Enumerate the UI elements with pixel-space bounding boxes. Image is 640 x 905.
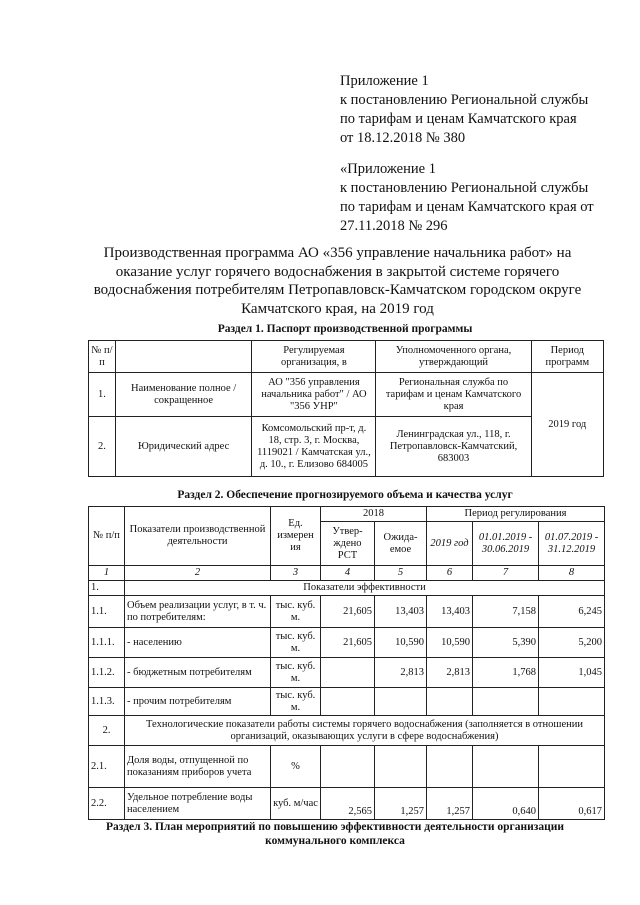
approved-value: 21,605 xyxy=(321,628,375,658)
header-half-1: 01.01.2019 - 30.06.2019 xyxy=(473,522,539,566)
column-number: 6 xyxy=(427,566,473,581)
section-1-title: Раздел 1. Паспорт производственной программы xyxy=(217,323,473,335)
header-regulation-period: Период регулирования xyxy=(427,507,605,522)
header-cell: Уполномоченного органа, утверждающий xyxy=(376,341,531,373)
organization-address: Комсомольский пр-т, д. 18, стр. 3, г. Москва, 1119021 / Камчатская ул., д. 10., г. Елизово 684005 xyxy=(252,417,376,477)
value-half-2 xyxy=(539,688,605,716)
appendix-line: к постановлению Региональной службы xyxy=(340,92,589,108)
header-half-2: 01.07.2019 - 31.12.2019 xyxy=(539,522,605,566)
header-year-2018: 2018 xyxy=(321,507,427,522)
header-approved: Утвер-ждено РСТ xyxy=(321,522,375,566)
program-passport-table xyxy=(88,340,604,477)
table-row xyxy=(89,658,605,688)
row-number: 2.1. xyxy=(89,746,125,788)
header-indicator: Показатели производственной деятельности xyxy=(125,507,271,566)
value-2019: 1,257 xyxy=(427,788,473,820)
row-label: - бюджетным потребителям xyxy=(125,658,271,688)
header-2019: 2019 год xyxy=(427,522,473,566)
row-label: Юридический адрес xyxy=(115,417,252,477)
row-unit: куб. м/час xyxy=(271,788,321,820)
document-title: Производственная программа АО «356 управление начальника работ» на оказание услуг горячего водоснабжения в закрытой системе горячего водоснабжения потребителям Петропавловск-Камчатском городском округе Камчатского края, на 2019 год xyxy=(93,245,582,317)
header-cell xyxy=(115,341,252,373)
value-2019 xyxy=(427,688,473,716)
expected-value xyxy=(375,688,427,716)
row-number: 1.1.3. xyxy=(89,688,125,716)
previous-appendix-header xyxy=(340,160,594,236)
value-half-1: 0,640 xyxy=(473,788,539,820)
authority-name: Региональная служба по тарифам и ценам Камчатского края xyxy=(376,373,531,417)
section-2-title: Раздел 2. Обеспечение прогнозируемого объема и качества услуг xyxy=(177,489,513,501)
organization-name: АО "356 управления начальника работ" / АО "356 УНР" xyxy=(252,373,376,417)
row-number: 1.1. xyxy=(89,596,125,628)
row-label: Доля воды, отпущенной по показаниям приборов учета xyxy=(125,746,271,788)
header-cell: Период программ xyxy=(531,341,603,373)
row-unit: % xyxy=(271,746,321,788)
value-2019: 13,403 xyxy=(427,596,473,628)
expected-value: 2,813 xyxy=(375,658,427,688)
table-header-row xyxy=(89,507,605,522)
approved-value xyxy=(321,658,375,688)
row-number: 1.1.1. xyxy=(89,628,125,658)
column-number: 4 xyxy=(321,566,375,581)
header-expected: Ожида-емое xyxy=(375,522,427,566)
value-2019 xyxy=(427,746,473,788)
value-half-1: 5,390 xyxy=(473,628,539,658)
value-2019: 2,813 xyxy=(427,658,473,688)
appendix-line: Приложение 1 xyxy=(340,73,429,89)
row-unit: тыс. куб. м. xyxy=(271,688,321,716)
column-number: 3 xyxy=(271,566,321,581)
row-number: 2.2. xyxy=(89,788,125,820)
table-row xyxy=(89,788,605,820)
table-header-row xyxy=(89,341,604,373)
value-half-2: 0,617 xyxy=(539,788,605,820)
value-half-1 xyxy=(473,688,539,716)
row-number: 2. xyxy=(89,716,125,746)
row-unit: тыс. куб. м. xyxy=(271,658,321,688)
header-unit: Ед. измерен ия xyxy=(271,507,321,566)
value-2019: 10,590 xyxy=(427,628,473,658)
table-row xyxy=(89,596,605,628)
table-row xyxy=(89,746,605,788)
approved-value xyxy=(321,688,375,716)
expected-value: 13,403 xyxy=(375,596,427,628)
row-number: 2. xyxy=(89,417,116,477)
authority-address: Ленинградская ул., 118, г. Петропавловск-Камчатский, 683003 xyxy=(376,417,531,477)
row-label: Объем реализации услуг, в т. ч. по потребителям: xyxy=(125,596,271,628)
column-number-row xyxy=(89,566,605,581)
row-number: 1. xyxy=(89,581,125,596)
value-half-1 xyxy=(473,746,539,788)
row-unit: тыс. куб. м. xyxy=(271,596,321,628)
program-period: 2019 год xyxy=(531,373,603,477)
approved-value xyxy=(321,746,375,788)
row-label: Удельное потребление воды населением xyxy=(125,788,271,820)
appendix-line: по тарифам и ценам Камчатского края xyxy=(340,111,577,127)
group-row xyxy=(89,716,605,746)
table-row xyxy=(89,417,604,477)
header-number: № п/п xyxy=(89,507,125,566)
table-row xyxy=(89,688,605,716)
column-number: 7 xyxy=(473,566,539,581)
column-number: 1 xyxy=(89,566,125,581)
approved-value: 21,605 xyxy=(321,596,375,628)
row-unit: тыс. куб. м. xyxy=(271,628,321,658)
appendix-header xyxy=(340,72,588,148)
value-half-2 xyxy=(539,746,605,788)
services-volume-table xyxy=(88,506,605,820)
row-number: 1.1.2. xyxy=(89,658,125,688)
header-cell: Регулируемая организация, в xyxy=(252,341,376,373)
appendix-line: 27.11.2018 № 296 xyxy=(340,218,448,234)
value-half-1: 1,768 xyxy=(473,658,539,688)
table-row xyxy=(89,373,604,417)
value-half-2: 1,045 xyxy=(539,658,605,688)
value-half-2: 6,245 xyxy=(539,596,605,628)
expected-value xyxy=(375,746,427,788)
column-number: 8 xyxy=(539,566,605,581)
section-3-title: Раздел 3. План мероприятий по повышению эффективности деятельности организации коммунального комплекса xyxy=(106,821,564,847)
header-cell: № п/п xyxy=(89,341,116,373)
row-number: 1. xyxy=(89,373,116,417)
approved-value: 2,565 xyxy=(321,788,375,820)
expected-value: 10,590 xyxy=(375,628,427,658)
group-label: Показатели эффективности xyxy=(125,581,605,596)
appendix-line: «Приложение 1 xyxy=(340,161,436,177)
appendix-line: по тарифам и ценам Камчатского края от xyxy=(340,199,594,215)
row-label: Наименование полное / сокращенное xyxy=(115,373,252,417)
value-half-2: 5,200 xyxy=(539,628,605,658)
row-label: - прочим потребителям xyxy=(125,688,271,716)
appendix-line: от 18.12.2018 № 380 xyxy=(340,130,466,146)
table-row xyxy=(89,628,605,658)
group-label: Технологические показатели работы системы горячего водоснабжения (заполняется в отношении организаций, оказывающих услуги в сфере водоснабжения) xyxy=(125,716,605,746)
row-label: - населению xyxy=(125,628,271,658)
group-row xyxy=(89,581,605,596)
expected-value: 1,257 xyxy=(375,788,427,820)
column-number: 5 xyxy=(375,566,427,581)
appendix-line: к постановлению Региональной службы xyxy=(340,180,589,196)
value-half-1: 7,158 xyxy=(473,596,539,628)
column-number: 2 xyxy=(125,566,271,581)
